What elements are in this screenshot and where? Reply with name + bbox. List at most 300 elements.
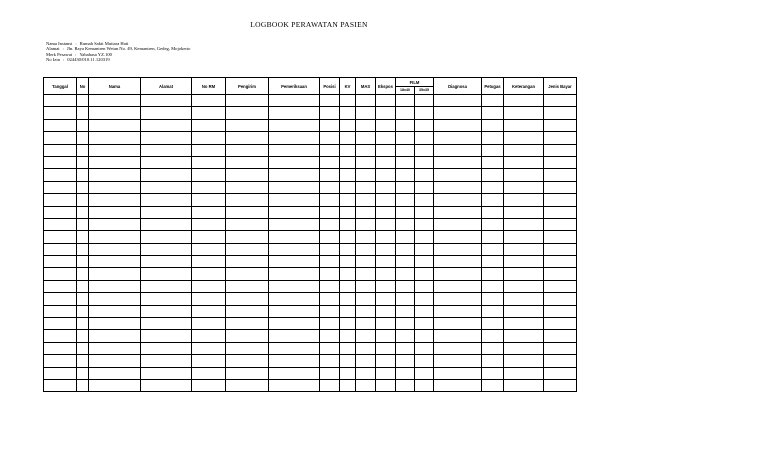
table-cell[interactable] <box>226 256 269 268</box>
table-cell[interactable] <box>482 206 504 218</box>
table-cell[interactable] <box>482 119 504 131</box>
table-cell[interactable] <box>544 355 577 367</box>
table-cell[interactable] <box>89 355 141 367</box>
table-cell[interactable] <box>356 206 376 218</box>
table-cell[interactable] <box>376 318 396 330</box>
table-cell[interactable] <box>504 95 544 107</box>
table-cell[interactable] <box>44 280 77 292</box>
table-cell[interactable] <box>415 243 434 255</box>
table-cell[interactable] <box>482 194 504 206</box>
table-cell[interactable] <box>89 181 141 193</box>
table-cell[interactable] <box>44 181 77 193</box>
table-cell[interactable] <box>269 95 320 107</box>
table-cell[interactable] <box>482 330 504 342</box>
table-cell[interactable] <box>415 318 434 330</box>
table-cell[interactable] <box>396 169 415 181</box>
table-cell[interactable] <box>504 231 544 243</box>
table-cell[interactable] <box>544 95 577 107</box>
table-cell[interactable] <box>44 156 77 168</box>
table-cell[interactable] <box>320 379 340 391</box>
table-cell[interactable] <box>226 107 269 119</box>
table-cell[interactable] <box>396 181 415 193</box>
table-cell[interactable] <box>356 293 376 305</box>
table-cell[interactable] <box>415 280 434 292</box>
table-cell[interactable] <box>504 169 544 181</box>
table-cell[interactable] <box>356 367 376 379</box>
table-cell[interactable] <box>340 95 356 107</box>
table-cell[interactable] <box>434 355 482 367</box>
table-cell[interactable] <box>396 95 415 107</box>
table-cell[interactable] <box>504 293 544 305</box>
table-cell[interactable] <box>396 206 415 218</box>
table-cell[interactable] <box>396 243 415 255</box>
table-cell[interactable] <box>226 169 269 181</box>
table-cell[interactable] <box>504 367 544 379</box>
table-cell[interactable] <box>77 181 89 193</box>
table-cell[interactable] <box>77 218 89 230</box>
table-cell[interactable] <box>396 194 415 206</box>
table-cell[interactable] <box>356 181 376 193</box>
table-cell[interactable] <box>434 107 482 119</box>
table-cell[interactable] <box>340 355 356 367</box>
table-cell[interactable] <box>141 355 192 367</box>
table-cell[interactable] <box>544 243 577 255</box>
table-cell[interactable] <box>356 107 376 119</box>
table-cell[interactable] <box>89 305 141 317</box>
table-cell[interactable] <box>44 330 77 342</box>
table-cell[interactable] <box>396 156 415 168</box>
table-cell[interactable] <box>44 218 77 230</box>
table-cell[interactable] <box>415 355 434 367</box>
table-cell[interactable] <box>89 268 141 280</box>
table-cell[interactable] <box>415 194 434 206</box>
table-cell[interactable] <box>415 119 434 131</box>
table-cell[interactable] <box>376 169 396 181</box>
table-cell[interactable] <box>434 379 482 391</box>
table-cell[interactable] <box>269 132 320 144</box>
table-cell[interactable] <box>434 194 482 206</box>
table-cell[interactable] <box>141 367 192 379</box>
table-cell[interactable] <box>269 305 320 317</box>
table-cell[interactable] <box>141 256 192 268</box>
table-cell[interactable] <box>504 256 544 268</box>
table-cell[interactable] <box>340 367 356 379</box>
table-cell[interactable] <box>482 144 504 156</box>
table-cell[interactable] <box>77 379 89 391</box>
table-cell[interactable] <box>376 119 396 131</box>
table-cell[interactable] <box>504 156 544 168</box>
table-cell[interactable] <box>544 218 577 230</box>
table-cell[interactable] <box>89 367 141 379</box>
table-cell[interactable] <box>44 169 77 181</box>
table-cell[interactable] <box>192 231 226 243</box>
table-cell[interactable] <box>192 318 226 330</box>
table-cell[interactable] <box>482 107 504 119</box>
table-cell[interactable] <box>482 132 504 144</box>
table-cell[interactable] <box>269 169 320 181</box>
table-cell[interactable] <box>376 181 396 193</box>
table-cell[interactable] <box>434 218 482 230</box>
table-cell[interactable] <box>544 342 577 354</box>
table-cell[interactable] <box>320 318 340 330</box>
table-cell[interactable] <box>504 355 544 367</box>
table-cell[interactable] <box>356 256 376 268</box>
table-cell[interactable] <box>434 95 482 107</box>
table-cell[interactable] <box>415 231 434 243</box>
table-cell[interactable] <box>269 243 320 255</box>
table-cell[interactable] <box>89 330 141 342</box>
table-cell[interactable] <box>226 342 269 354</box>
table-cell[interactable] <box>340 181 356 193</box>
table-cell[interactable] <box>141 379 192 391</box>
table-cell[interactable] <box>226 318 269 330</box>
table-cell[interactable] <box>396 367 415 379</box>
table-cell[interactable] <box>415 156 434 168</box>
table-cell[interactable] <box>226 379 269 391</box>
table-cell[interactable] <box>396 280 415 292</box>
table-cell[interactable] <box>376 95 396 107</box>
table-cell[interactable] <box>396 330 415 342</box>
table-cell[interactable] <box>77 305 89 317</box>
table-cell[interactable] <box>77 293 89 305</box>
table-cell[interactable] <box>320 243 340 255</box>
table-cell[interactable] <box>482 342 504 354</box>
table-cell[interactable] <box>544 107 577 119</box>
table-cell[interactable] <box>320 256 340 268</box>
table-cell[interactable] <box>544 293 577 305</box>
table-cell[interactable] <box>77 156 89 168</box>
table-cell[interactable] <box>356 95 376 107</box>
table-cell[interactable] <box>376 107 396 119</box>
table-cell[interactable] <box>141 194 192 206</box>
table-cell[interactable] <box>226 293 269 305</box>
table-cell[interactable] <box>356 268 376 280</box>
table-cell[interactable] <box>269 355 320 367</box>
table-cell[interactable] <box>482 156 504 168</box>
table-cell[interactable] <box>340 379 356 391</box>
table-cell[interactable] <box>192 342 226 354</box>
table-cell[interactable] <box>269 107 320 119</box>
table-cell[interactable] <box>504 342 544 354</box>
table-cell[interactable] <box>376 330 396 342</box>
table-cell[interactable] <box>320 330 340 342</box>
table-cell[interactable] <box>89 342 141 354</box>
table-cell[interactable] <box>141 243 192 255</box>
table-cell[interactable] <box>504 119 544 131</box>
table-cell[interactable] <box>544 256 577 268</box>
table-cell[interactable] <box>396 268 415 280</box>
table-cell[interactable] <box>44 243 77 255</box>
table-cell[interactable] <box>415 169 434 181</box>
table-cell[interactable] <box>356 318 376 330</box>
table-cell[interactable] <box>544 379 577 391</box>
table-cell[interactable] <box>192 169 226 181</box>
table-cell[interactable] <box>415 132 434 144</box>
table-cell[interactable] <box>269 144 320 156</box>
table-cell[interactable] <box>544 169 577 181</box>
table-cell[interactable] <box>89 95 141 107</box>
table-cell[interactable] <box>192 95 226 107</box>
table-cell[interactable] <box>340 280 356 292</box>
table-cell[interactable] <box>482 243 504 255</box>
table-cell[interactable] <box>89 280 141 292</box>
table-cell[interactable] <box>544 206 577 218</box>
table-cell[interactable] <box>269 206 320 218</box>
table-cell[interactable] <box>482 256 504 268</box>
table-cell[interactable] <box>89 379 141 391</box>
table-cell[interactable] <box>44 318 77 330</box>
table-cell[interactable] <box>226 132 269 144</box>
table-cell[interactable] <box>376 218 396 230</box>
table-cell[interactable] <box>141 342 192 354</box>
table-cell[interactable] <box>396 231 415 243</box>
table-cell[interactable] <box>320 268 340 280</box>
table-cell[interactable] <box>77 194 89 206</box>
table-cell[interactable] <box>504 144 544 156</box>
table-cell[interactable] <box>44 231 77 243</box>
table-cell[interactable] <box>376 379 396 391</box>
table-cell[interactable] <box>482 95 504 107</box>
table-cell[interactable] <box>376 231 396 243</box>
table-cell[interactable] <box>44 355 77 367</box>
table-cell[interactable] <box>482 305 504 317</box>
table-cell[interactable] <box>77 318 89 330</box>
table-cell[interactable] <box>226 181 269 193</box>
table-cell[interactable] <box>44 194 77 206</box>
table-cell[interactable] <box>376 367 396 379</box>
table-cell[interactable] <box>269 156 320 168</box>
table-cell[interactable] <box>415 293 434 305</box>
table-cell[interactable] <box>226 218 269 230</box>
table-cell[interactable] <box>44 107 77 119</box>
table-cell[interactable] <box>44 144 77 156</box>
table-cell[interactable] <box>77 367 89 379</box>
table-cell[interactable] <box>396 305 415 317</box>
table-cell[interactable] <box>269 231 320 243</box>
table-cell[interactable] <box>434 119 482 131</box>
table-cell[interactable] <box>192 268 226 280</box>
table-cell[interactable] <box>434 144 482 156</box>
table-cell[interactable] <box>376 132 396 144</box>
table-cell[interactable] <box>77 95 89 107</box>
table-cell[interactable] <box>340 243 356 255</box>
table-cell[interactable] <box>415 367 434 379</box>
table-cell[interactable] <box>89 256 141 268</box>
table-cell[interactable] <box>141 181 192 193</box>
table-cell[interactable] <box>226 144 269 156</box>
table-cell[interactable] <box>544 280 577 292</box>
table-cell[interactable] <box>434 156 482 168</box>
table-cell[interactable] <box>482 268 504 280</box>
table-cell[interactable] <box>396 218 415 230</box>
table-cell[interactable] <box>415 95 434 107</box>
table-cell[interactable] <box>340 169 356 181</box>
table-cell[interactable] <box>192 218 226 230</box>
table-cell[interactable] <box>376 280 396 292</box>
table-cell[interactable] <box>340 318 356 330</box>
table-cell[interactable] <box>504 305 544 317</box>
table-cell[interactable] <box>44 367 77 379</box>
table-cell[interactable] <box>356 243 376 255</box>
table-cell[interactable] <box>544 181 577 193</box>
table-cell[interactable] <box>320 144 340 156</box>
table-cell[interactable] <box>226 355 269 367</box>
table-cell[interactable] <box>226 243 269 255</box>
table-cell[interactable] <box>504 379 544 391</box>
table-cell[interactable] <box>434 305 482 317</box>
table-cell[interactable] <box>44 119 77 131</box>
table-cell[interactable] <box>192 330 226 342</box>
table-cell[interactable] <box>434 367 482 379</box>
table-cell[interactable] <box>434 243 482 255</box>
table-cell[interactable] <box>396 132 415 144</box>
table-cell[interactable] <box>356 156 376 168</box>
table-cell[interactable] <box>44 305 77 317</box>
table-cell[interactable] <box>269 181 320 193</box>
table-cell[interactable] <box>482 218 504 230</box>
table-cell[interactable] <box>434 318 482 330</box>
table-cell[interactable] <box>340 293 356 305</box>
table-cell[interactable] <box>320 206 340 218</box>
table-cell[interactable] <box>544 231 577 243</box>
table-cell[interactable] <box>89 293 141 305</box>
table-cell[interactable] <box>504 181 544 193</box>
table-cell[interactable] <box>77 119 89 131</box>
table-cell[interactable] <box>269 318 320 330</box>
table-cell[interactable] <box>504 206 544 218</box>
table-cell[interactable] <box>340 132 356 144</box>
table-cell[interactable] <box>434 330 482 342</box>
table-cell[interactable] <box>544 194 577 206</box>
table-cell[interactable] <box>504 280 544 292</box>
table-cell[interactable] <box>192 194 226 206</box>
table-cell[interactable] <box>226 367 269 379</box>
table-cell[interactable] <box>340 231 356 243</box>
table-cell[interactable] <box>356 119 376 131</box>
table-cell[interactable] <box>77 268 89 280</box>
table-cell[interactable] <box>192 280 226 292</box>
table-cell[interactable] <box>44 342 77 354</box>
table-cell[interactable] <box>320 95 340 107</box>
table-cell[interactable] <box>89 119 141 131</box>
table-cell[interactable] <box>192 367 226 379</box>
table-cell[interactable] <box>396 107 415 119</box>
table-cell[interactable] <box>44 256 77 268</box>
table-cell[interactable] <box>482 318 504 330</box>
table-cell[interactable] <box>356 231 376 243</box>
table-cell[interactable] <box>482 181 504 193</box>
table-cell[interactable] <box>340 194 356 206</box>
table-cell[interactable] <box>226 95 269 107</box>
table-cell[interactable] <box>544 132 577 144</box>
table-cell[interactable] <box>192 379 226 391</box>
table-cell[interactable] <box>376 293 396 305</box>
table-cell[interactable] <box>141 119 192 131</box>
table-cell[interactable] <box>320 305 340 317</box>
table-cell[interactable] <box>376 144 396 156</box>
table-cell[interactable] <box>226 330 269 342</box>
table-cell[interactable] <box>396 318 415 330</box>
table-cell[interactable] <box>141 95 192 107</box>
table-cell[interactable] <box>504 194 544 206</box>
table-cell[interactable] <box>544 156 577 168</box>
table-cell[interactable] <box>504 107 544 119</box>
table-cell[interactable] <box>396 342 415 354</box>
table-cell[interactable] <box>396 355 415 367</box>
table-cell[interactable] <box>141 231 192 243</box>
table-cell[interactable] <box>320 280 340 292</box>
table-cell[interactable] <box>226 231 269 243</box>
table-cell[interactable] <box>192 181 226 193</box>
table-cell[interactable] <box>269 379 320 391</box>
table-cell[interactable] <box>340 218 356 230</box>
table-cell[interactable] <box>320 218 340 230</box>
table-cell[interactable] <box>192 119 226 131</box>
table-cell[interactable] <box>141 156 192 168</box>
table-cell[interactable] <box>192 243 226 255</box>
table-cell[interactable] <box>44 293 77 305</box>
table-cell[interactable] <box>141 169 192 181</box>
table-cell[interactable] <box>320 355 340 367</box>
table-cell[interactable] <box>192 156 226 168</box>
table-cell[interactable] <box>141 218 192 230</box>
table-cell[interactable] <box>415 181 434 193</box>
table-cell[interactable] <box>482 231 504 243</box>
table-cell[interactable] <box>89 132 141 144</box>
table-cell[interactable] <box>141 107 192 119</box>
table-cell[interactable] <box>226 156 269 168</box>
table-cell[interactable] <box>504 132 544 144</box>
table-cell[interactable] <box>504 330 544 342</box>
table-cell[interactable] <box>376 342 396 354</box>
table-cell[interactable] <box>320 107 340 119</box>
table-cell[interactable] <box>356 194 376 206</box>
table-cell[interactable] <box>269 330 320 342</box>
table-cell[interactable] <box>269 256 320 268</box>
table-cell[interactable] <box>482 367 504 379</box>
table-cell[interactable] <box>482 379 504 391</box>
table-cell[interactable] <box>434 293 482 305</box>
table-cell[interactable] <box>434 231 482 243</box>
table-cell[interactable] <box>226 119 269 131</box>
table-cell[interactable] <box>415 268 434 280</box>
table-cell[interactable] <box>376 355 396 367</box>
table-cell[interactable] <box>192 305 226 317</box>
table-cell[interactable] <box>340 119 356 131</box>
table-cell[interactable] <box>89 318 141 330</box>
table-cell[interactable] <box>77 355 89 367</box>
table-cell[interactable] <box>89 194 141 206</box>
table-cell[interactable] <box>44 379 77 391</box>
table-cell[interactable] <box>482 293 504 305</box>
table-cell[interactable] <box>192 132 226 144</box>
table-cell[interactable] <box>77 206 89 218</box>
table-cell[interactable] <box>434 268 482 280</box>
table-cell[interactable] <box>376 206 396 218</box>
table-cell[interactable] <box>356 132 376 144</box>
table-cell[interactable] <box>141 268 192 280</box>
table-cell[interactable] <box>320 119 340 131</box>
table-cell[interactable] <box>356 330 376 342</box>
table-cell[interactable] <box>504 218 544 230</box>
table-cell[interactable] <box>141 144 192 156</box>
table-cell[interactable] <box>89 156 141 168</box>
table-cell[interactable] <box>77 107 89 119</box>
table-cell[interactable] <box>89 169 141 181</box>
table-cell[interactable] <box>356 218 376 230</box>
table-cell[interactable] <box>320 367 340 379</box>
table-cell[interactable] <box>192 206 226 218</box>
